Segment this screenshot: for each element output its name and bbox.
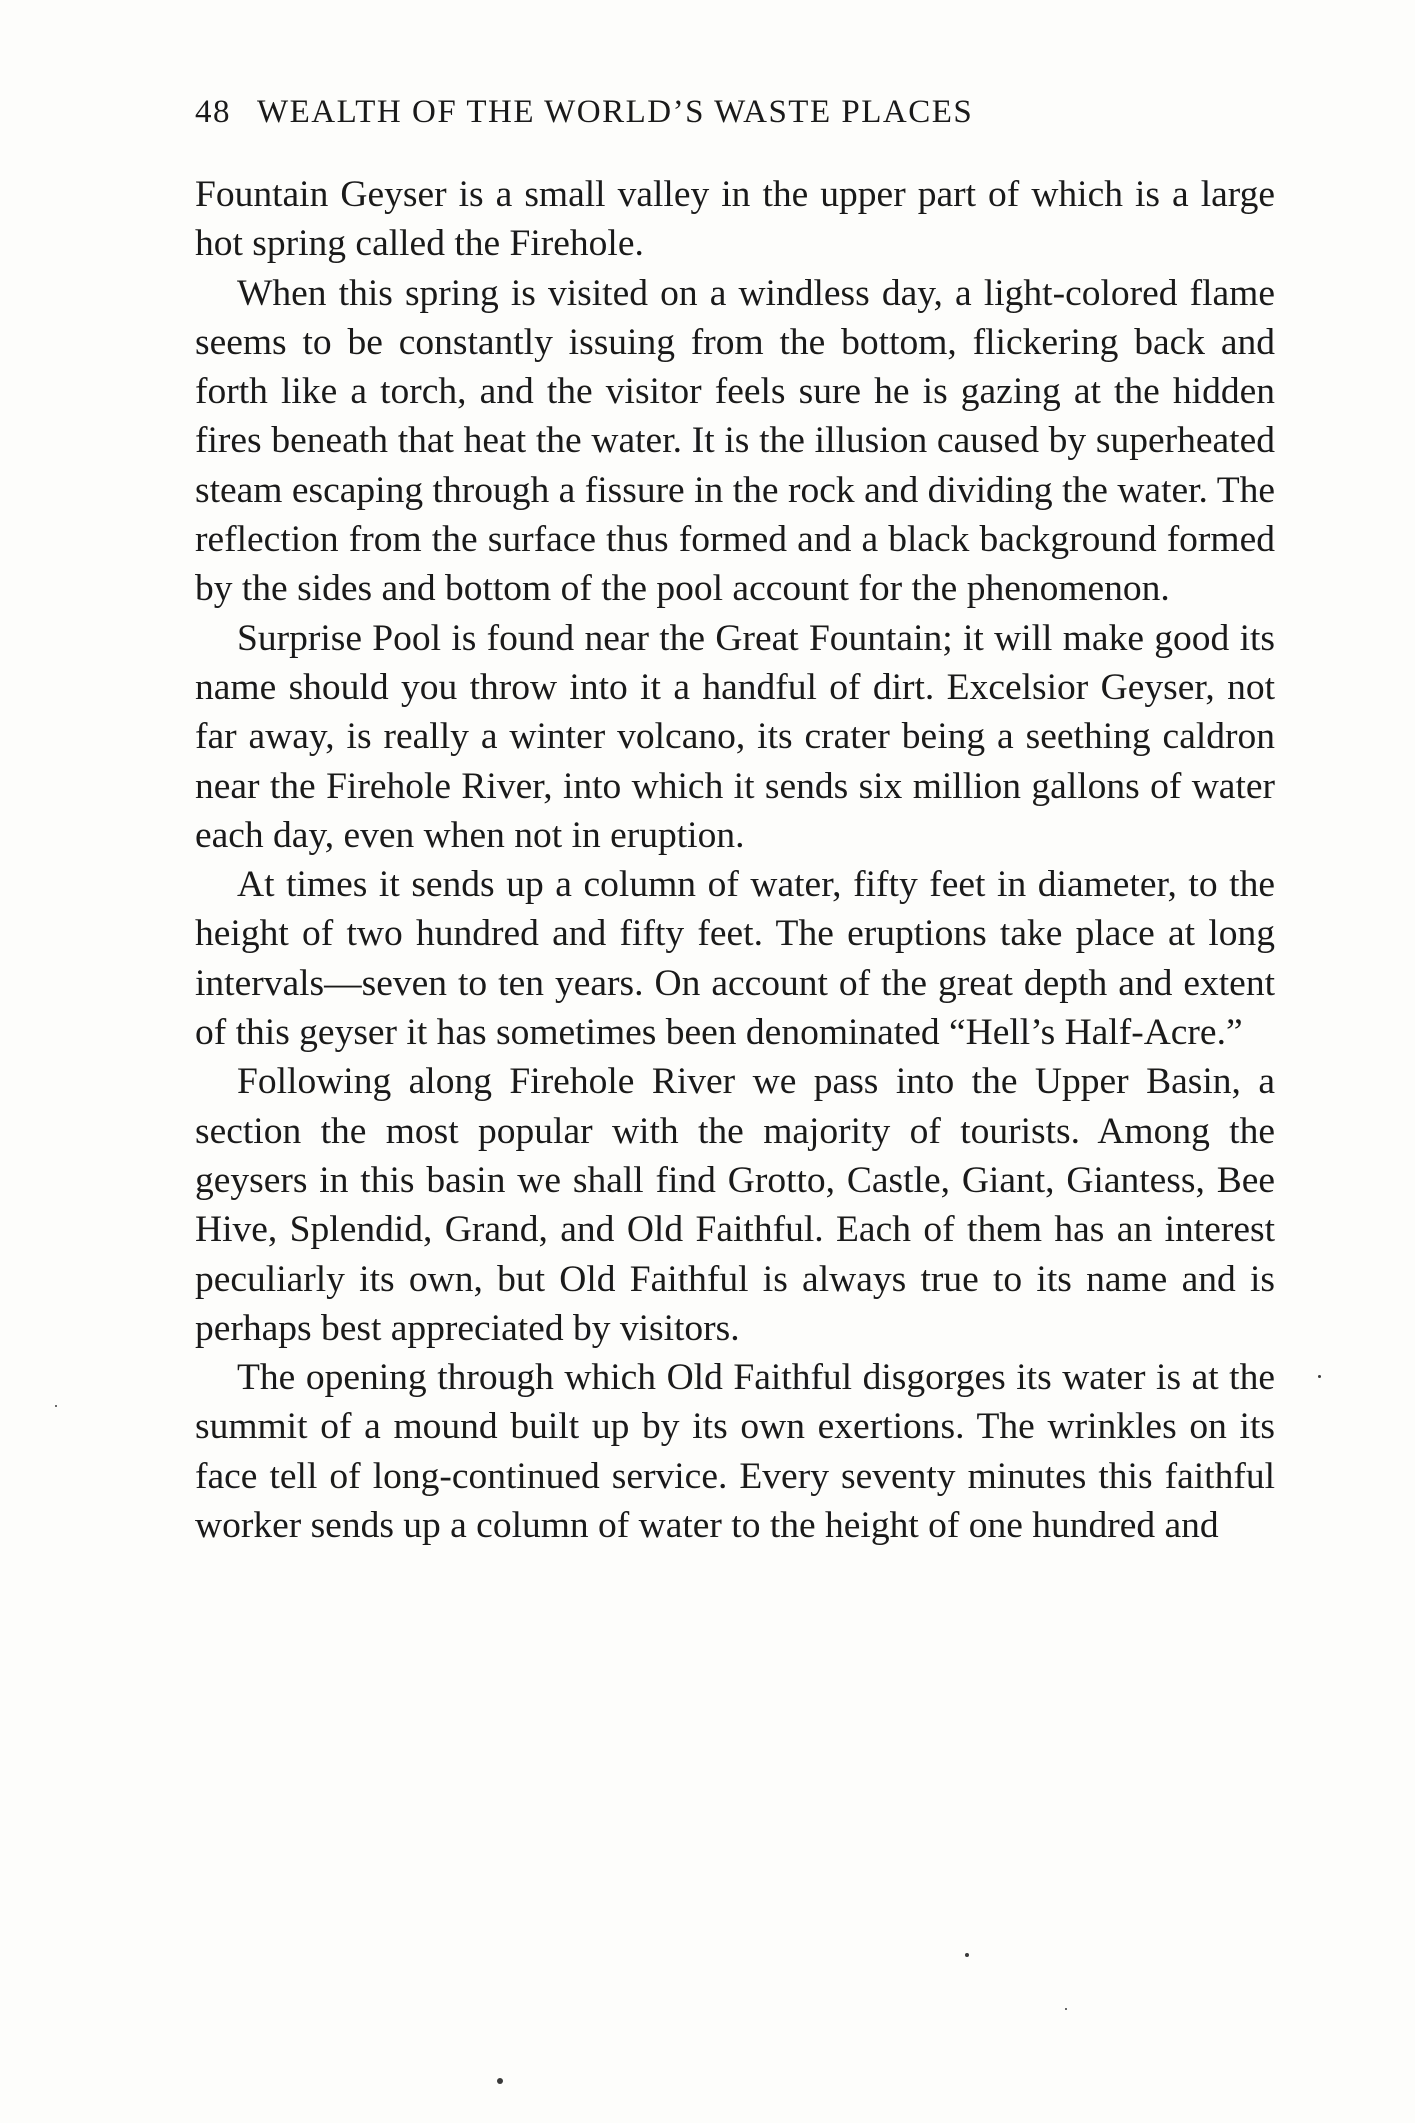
running-title: WEALTH OF THE WORLD’S WASTE PLACES: [257, 94, 974, 130]
paragraph-6: The opening through which Old Faithful disgorges its water is at the summit of a mound built up by its own exertions. The wrinkles on its face tell of long-continued service. Every seventy minutes this faithful worker sends up a column of water to the height of one hundred and: [195, 1357, 1275, 1547]
scan-speck: [1318, 1375, 1321, 1378]
paragraph-2: When this spring is visited on a windless day, a light-colored flame seems to be constantly issuing from the bottom, flickering back and forth like a torch, and the visitor feels sure he is gazing at the hidden fires beneath that heat the water. It is the illusion caused by superheated steam escaping through a fissure in the rock and dividing the water. The reflection from the surface thus formed and a black background formed by the sides and bottom of the pool account for the phenomenon.: [195, 272, 1275, 610]
paragraph-4: At times it sends up a column of water, fifty feet in diameter, to the height of two hundred and fifty feet. The eruptions take place at long intervals—seven to ten years. On account of the great depth and extent of this geyser it has sometimes been denominated “Hell’s Half-Acre.”: [195, 864, 1275, 1054]
scan-speck: [497, 2078, 503, 2084]
running-head: [195, 92, 1195, 132]
paragraph-3: Surprise Pool is found near the Great Fountain; it will make good its name should you throw into it a handful of dirt. Excelsior Geyser, not far away, is really a winter volcano, its crater being a seething caldron near the Firehole River, into which it sends six million gallons of water each day, even when not in eruption.: [195, 617, 1275, 856]
body-text: [195, 170, 1275, 1550]
page-number: 48: [195, 94, 231, 130]
scan-speck: [55, 1405, 57, 1407]
paragraph-5: Following along Firehole River we pass into the Upper Basin, a section the most popular with the majority of tourists. Among the geysers in this basin we shall find Grotto, Castle, Giant, Giantess, Bee Hive, Splendid, Grand, and Old Faithful. Each of them has an interest peculiarly its own, but Old Faithful is always true to its name and is perhaps best appreciated by visitors.: [195, 1061, 1275, 1349]
scan-speck: [965, 1953, 969, 1957]
paragraph-1: Fountain Geyser is a small valley in the upper part of which is a large hot spring called the Firehole.: [195, 174, 1275, 265]
scan-speck: [1065, 2008, 1067, 2010]
